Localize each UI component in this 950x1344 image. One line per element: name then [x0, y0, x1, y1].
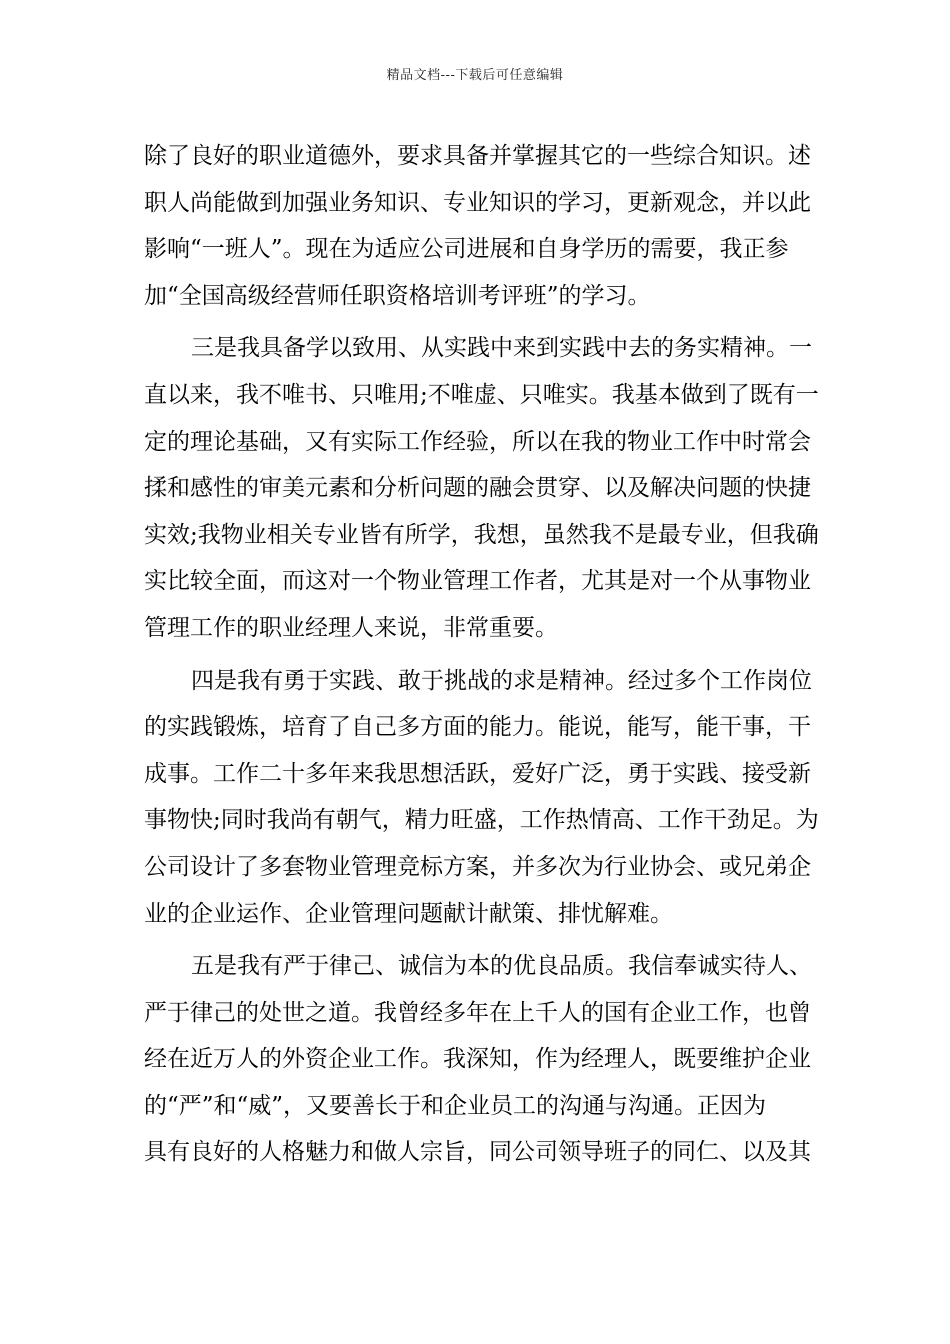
text-line: 定的理论基础，又有实际工作经验，所以在我的物业工作中时常会 — [144, 428, 811, 455]
text-line: 职人尚能做到加强业务知识、专业知识的学习，更新观念，并以此 — [144, 189, 811, 216]
paragraph-4 — [144, 943, 812, 1176]
text-line: 的“严”和“威”，又要善长于和企业员工的沟通与沟通。正因为 — [144, 1092, 767, 1119]
text-line: 五是我有严于律己、诚信为本的优良品质。我信奉诚实待人、 — [191, 953, 812, 980]
text-line: 三是我具备学以致用、从实践中来到实践中去的务实精神。一 — [191, 335, 812, 362]
text-line: 实比较全面，而这对一个物业管理工作者，尤其是对一个从事物业 — [144, 568, 811, 595]
text-line: 成事。工作二十多年来我思想活跃，爱好广泛，勇于实践、接受新 — [144, 760, 811, 787]
text-line: 严于律己的处世之道。我曾经多年在上千人的国有企业工作，也曾 — [144, 999, 811, 1026]
text-line: 直以来，我不唯书、只唯用;不唯虚、只唯实。我基本做到了既有一 — [144, 381, 819, 408]
text-line: 业的企业运作、企业管理问题献计献策、排忧解难。 — [144, 900, 673, 927]
text-line: 实效;我物业相关专业皆有所学，我想，虽然我不是最专业，但我确 — [144, 521, 819, 548]
page-header: 精品文档---下载后可任意编辑 — [386, 68, 564, 83]
paragraph-2 — [144, 325, 819, 651]
paragraph-3 — [144, 658, 819, 938]
text-line: 四是我有勇于实践、敢于挑战的求是精神。经过多个工作岗位 — [191, 667, 812, 694]
paragraph-1 — [144, 133, 811, 319]
text-line: 事物快;同时我尚有朝气，精力旺盛，工作热情高、工作干劲足。为 — [144, 807, 819, 834]
text-line: 公司设计了多套物业管理竞标方案，并多次为行业协会、或兄弟企 — [144, 853, 811, 880]
text-line: 管理工作的职业经理人来说，非常重要。 — [144, 614, 558, 641]
text-line: 经在近万人的外资企业工作。我深知，作为经理人，既要维护企业 — [144, 1046, 811, 1073]
text-line: 除了良好的职业道德外，要求具备并掌握其它的一些综合知识。述 — [144, 143, 811, 169]
text-line: 揉和感性的审美元素和分析问题的融会贯穿、以及解决问题的快捷 — [144, 475, 811, 502]
text-line: 影响“一班人”。现在为适应公司进展和自身学历的需要，我正参 — [144, 236, 789, 263]
document-body — [144, 133, 819, 1176]
text-line: 的实践锻炼，培育了自己多方面的能力。能说，能写，能干事，干 — [144, 714, 811, 741]
text-line: 加“全国高级经营师任职资格培训考评班”的学习。 — [144, 282, 651, 309]
text-line: 具有良好的人格魅力和做人宗旨，同公司领导班子的同仁、以及其 — [144, 1139, 811, 1166]
